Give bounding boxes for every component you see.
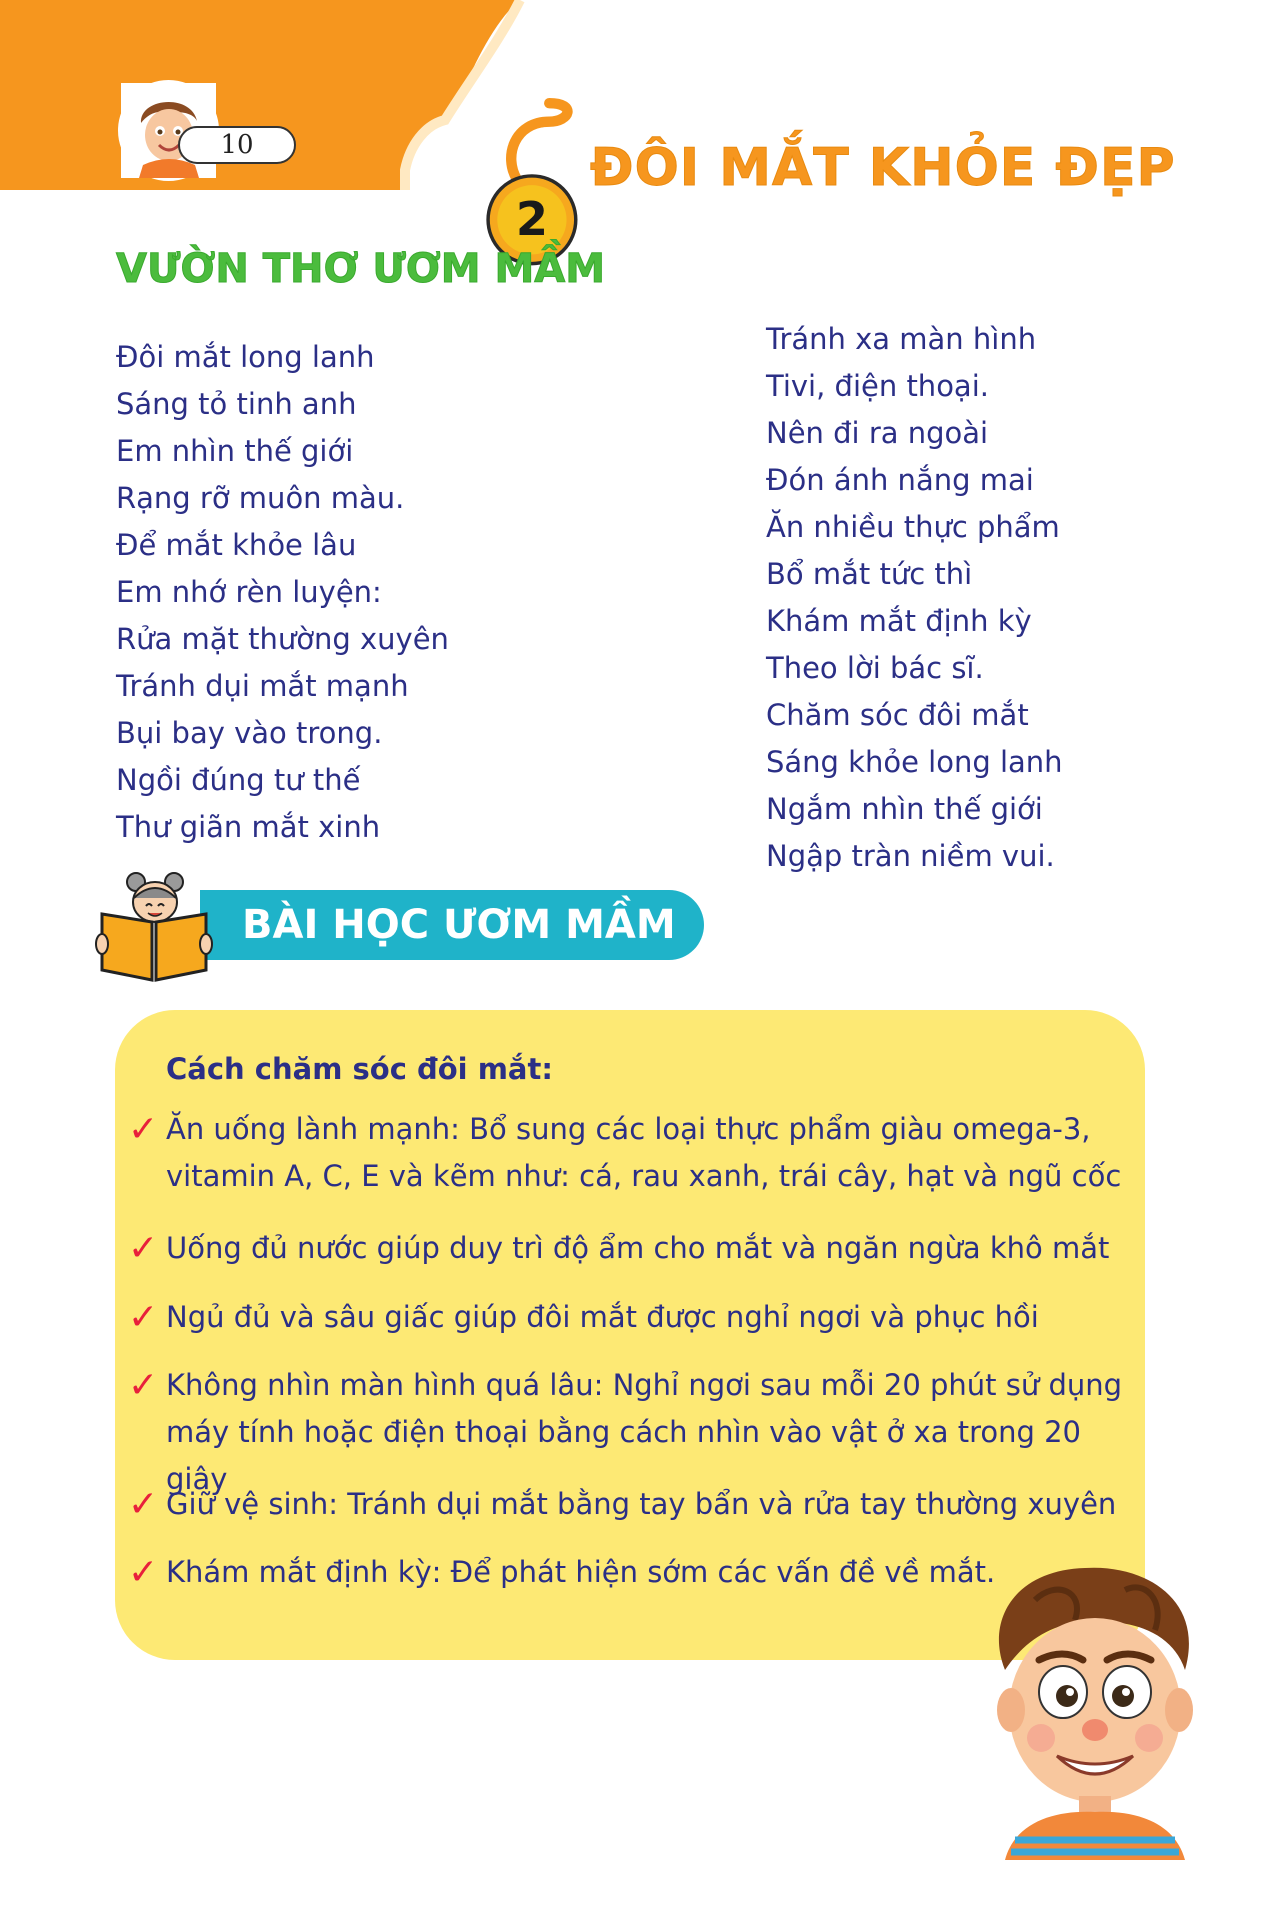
reading-girl-icon (94, 866, 214, 986)
poem-line: Đôi mắt long lanh (116, 340, 375, 374)
poem-section-title: VƯỜN THƠ ƯƠM MẦM (116, 246, 606, 292)
poem-line: Ngập tràn niềm vui. (766, 839, 1055, 873)
check-icon: ✓ (128, 1228, 159, 1269)
lesson-section-banner (200, 890, 704, 960)
check-icon: ✓ (128, 1484, 159, 1525)
tip-item (128, 1294, 1138, 1341)
poem-line: Theo lời bác sĩ. (766, 651, 984, 685)
tip-text: Ăn uống lành mạnh: Bổ sung các loại thực phẩm giàu omega-3, vitamin A, C, E và kẽm như: cá, rau xanh, trái cây, hạt và ngũ cốc (166, 1112, 1122, 1193)
tip-item (128, 1225, 1138, 1272)
lesson-number-badge (480, 68, 570, 246)
poem-left-column (116, 334, 449, 851)
tip-text: Khám mắt định kỳ: Để phát hiện sớm các vấn đề về mắt. (166, 1555, 996, 1589)
tip-text: Không nhìn màn hình quá lâu: Nghỉ ngơi sau mỗi 20 phút sử dụng máy tính hoặc điện thoại bằng cách nhìn vào vật ở xa trong 20 giây (166, 1368, 1123, 1496)
tips-title: Cách chăm sóc đôi mắt: (166, 1052, 553, 1086)
check-icon: ✓ (128, 1365, 159, 1406)
tip-text: Ngủ đủ và sâu giấc giúp đôi mắt được nghỉ ngơi và phục hồi (166, 1300, 1039, 1334)
lesson-title: ĐÔI MẮT KHỎE ĐẸP (590, 138, 1176, 198)
tip-text: Uống đủ nước giúp duy trì độ ẩm cho mắt và ngăn ngừa khô mắt (166, 1231, 1110, 1265)
poem-line: Tivi, điện thoại. (766, 369, 989, 403)
poem-line: Sáng tỏ tinh anh (116, 387, 357, 421)
poem-line: Nên đi ra ngoài (766, 416, 989, 450)
tip-text: Giữ vệ sinh: Tránh dụi mắt bằng tay bẩn và rửa tay thường xuyên (166, 1487, 1117, 1521)
poem-line: Sáng khỏe long lanh (766, 745, 1063, 779)
check-icon: ✓ (128, 1109, 159, 1150)
poem-line: Em nhớ rèn luyện: (116, 575, 382, 609)
boy-illustration (975, 1560, 1215, 1860)
tip-item (128, 1106, 1138, 1200)
lesson-number: 2 (515, 191, 548, 246)
check-icon: ✓ (128, 1552, 159, 1593)
poem-line: Rạng rỡ muôn màu. (116, 481, 405, 515)
poem-line: Bụi bay vào trong. (116, 716, 383, 750)
poem-line: Ngồi đúng tư thế (116, 763, 361, 797)
poem-line: Để mắt khỏe lâu (116, 528, 357, 562)
poem-line: Thư giãn mắt xinh (116, 810, 381, 844)
poem-line: Tránh dụi mắt mạnh (116, 669, 409, 703)
poem-line: Tránh xa màn hình (766, 322, 1037, 356)
poem-line: Rửa mặt thường xuyên (116, 622, 449, 656)
poem-line: Khám mắt định kỳ (766, 604, 1032, 638)
poem-right-column (766, 316, 1063, 880)
poem-line: Ngắm nhìn thế giới (766, 792, 1043, 826)
poem-line: Em nhìn thế giới (116, 434, 354, 468)
poem-line: Đón ánh nắng mai (766, 463, 1034, 497)
poem-line: Bổ mắt tức thì (766, 557, 973, 591)
poem-line: Chăm sóc đôi mắt (766, 698, 1029, 732)
check-icon: ✓ (128, 1297, 159, 1338)
poem-line: Ăn nhiều thực phẩm (766, 510, 1060, 544)
page-number: 10 (178, 126, 296, 164)
tip-item (128, 1481, 1138, 1528)
lesson-section-title: BÀI HỌC ƯƠM MẦM (242, 902, 676, 948)
